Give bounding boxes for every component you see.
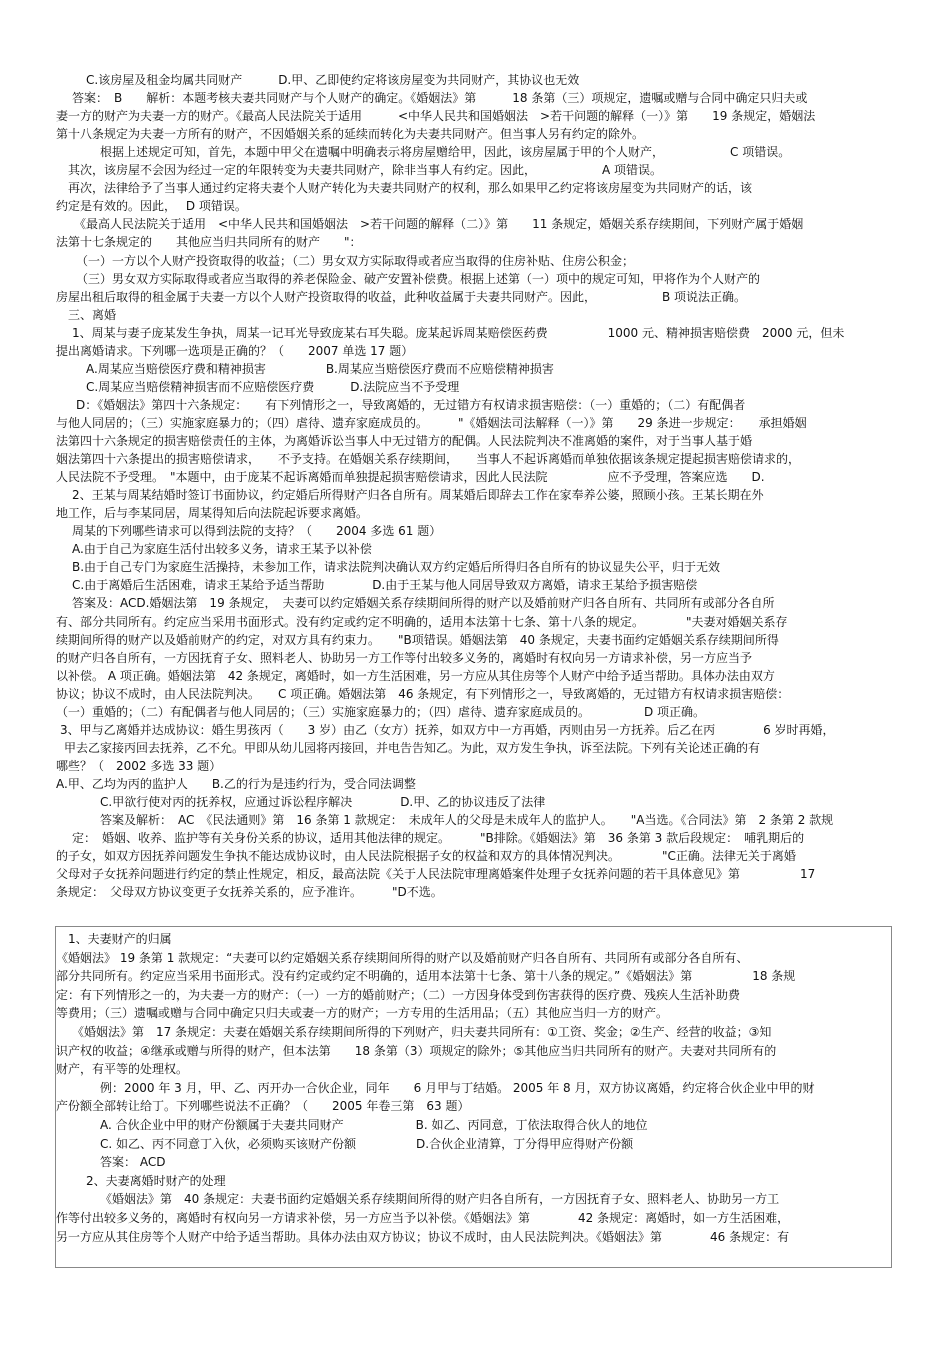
top_lines-line: 的财产归各自所有，一方因抚育子女、照料老人、协助另一方工作等付出较多义务的，离婚时有权向另一方请求补偿，另一方应当予 bbox=[56, 650, 753, 665]
top_lines-line: C.该房屋及租金均属共同财产 D.甲、乙即使约定将该房屋变为共同财产，其协议也无效 bbox=[86, 73, 580, 87]
top_lines-line: 再次，法律给予了当事人通过约定将夫妻个人财产转化为夫妻共同财产的权利，那么如果甲乙约定将该房屋变为共同财产的话，该 bbox=[68, 181, 753, 196]
box_lines-line: 部分共同所有。约定应当采用书面形式。没有约定或约定不明确的，适用本法第十七条、第十八条的规定。”《婚姻法》第 18 条规 bbox=[56, 969, 796, 984]
top_lines-line: 姻法第四十六条提出的损害赔偿请求， 不予支持。在婚姻关系存续期间， 当事人不起诉离婚而单独依据该条规定提起损害赔偿请求的， bbox=[56, 452, 801, 467]
top_lines-line: 答案及解析： AC 《民法通则》第 16 条第 1 款规定： 未成年人的父母是未成年人的监护人。 "A当选。《合同法》第 2 条第 2 款规 bbox=[100, 813, 834, 828]
top_lines-line: （三）男女双方实际取得或者应当取得的养老保险金、破产安置补偿费。根据上述第（一）项中的规定可知，甲将作为个人财产的 bbox=[76, 271, 761, 286]
top_lines-line: 其次，该房屋不会因为经过一定的年限转变为夫妻共同财产，除非当事人有约定。因此， A 项错误。 bbox=[68, 163, 663, 178]
top_lines-line: 的子女，如双方因抚养问题发生争执不能达成协议时，由人民法院根据子女的权益和双方的具体情况判决。 "C正确。法律无关于离婚 bbox=[56, 849, 796, 864]
top_lines-line: D：《婚姻法》第四十六条规定： 有下列情形之一，导致离婚的，无过错方有权请求损害赔偿：（一）重婚的；（二）有配偶者 bbox=[76, 397, 746, 412]
top_lines-line: 周某的下列哪些请求可以得到法院的支持？（ 2004 多选 61 题） bbox=[72, 524, 442, 539]
box_lines-line: 等费用；（三）遗嘱或赠与合同中确定只归夫或妻一方的财产；一方专用的生活用品；（五）其他应当归一方的财产。 bbox=[56, 1006, 669, 1021]
box_lines-line: 定：有下列情形之一的，为夫妻一方的财产：（一）一方的婚前财产；（二）一方因身体受到伤害获得的医疗费、残疾人生活补助费 bbox=[56, 987, 741, 1002]
top_lines-line: 答案： B 解析：本题考核夫妻共同财产与个人财产的确定。《婚姻法》第 18 条第（三）项规定，遗嘱或赠与合同中确定只归夫或 bbox=[72, 91, 808, 106]
top_lines-line: 《最高人民法院关于适用 <中华人民共和国婚姻法 >若干问题的解释（二）》第 11 条规定，婚姻关系存续期间，下列财产属于婚姻 bbox=[74, 217, 804, 232]
top_lines-line: B.由于自己专门为家庭生活操持，未参加工作，请求法院判决确认双方约定婚后所得归各自所有的协议显失公平，归于无效 bbox=[72, 560, 721, 575]
top_lines-line: 三、离婚 bbox=[68, 307, 117, 322]
box_lines-line: 识产权的收益；④继承或赠与所得的财产，但本法第 18 条第（3）项规定的除外；⑤其他应当归共同所有的财产。夫妻对共同所有的 bbox=[56, 1043, 777, 1058]
top_lines-line: 哪些？（ 2002 多选 33 题） bbox=[56, 758, 222, 773]
box_lines-line: 答案： ACD bbox=[100, 1155, 166, 1170]
top_lines-line: 2、王某与周某结婚时签订书面协议，约定婚后所得财产归各自所有。周某婚后即辞去工作在家奉养公婆，照顾小孩。王某长期在外 bbox=[72, 488, 764, 503]
top_lines-line: 提出离婚请求。下列哪一选项是正确的？（ 2007 单选 17 题） bbox=[56, 343, 414, 358]
top_lines-line: 第十八条规定为夫妻一方所有的财产，不因婚姻关系的延续而转化为夫妻共同财产。但当事人另有约定的除外。 bbox=[56, 127, 645, 142]
top_lines-line: 有、部分共同所有。约定应当采用书面形式。没有约定或约定不明确的，适用本法第十七条、第十八条的规定。 "夫妻对婚姻关系存 bbox=[56, 614, 788, 629]
top_lines-line: 以补偿。 A 项正确。婚姻法第 42 条规定，离婚时，如一方生活困难，另一方应从其住房等个人财产中给予适当帮助。具体办法由双方 bbox=[56, 668, 775, 683]
top_lines-line: A.周某应当赔偿医疗费和精神损害 B.周某应当赔偿医疗费而不应赔偿精神损害 bbox=[86, 361, 554, 376]
box_lines-line: 财产，有平等的处理权。 bbox=[56, 1062, 189, 1077]
box_lines-line: 《婚姻法》第 17 条规定：夫妻在婚姻关系存续期间所得的下列财产，归夫妻共同所有：①工资、奖金；②生产、经营的收益；③知 bbox=[72, 1025, 772, 1039]
top_lines-line: A.甲、乙均为丙的监护人 B.乙的行为是违约行为，受合同法调整 bbox=[56, 776, 416, 791]
top_lines-line: 续期间所得的财产以及婚前财产的约定，对双方具有约束力。 "B项错误。婚姻法第 40 条规定，夫妻书面约定婚姻关系存续期间所得 bbox=[56, 632, 779, 647]
top_lines-line: A.由于自己为家庭生活付出较多义务，请求王某予以补偿 bbox=[72, 542, 372, 557]
top_lines-line: 根据上述规定可知，首先，本题中甲父在遗嘱中明确表示将房屋赠给甲，因此，该房屋属于甲的个人财产， C 项错误。 bbox=[100, 145, 791, 160]
top_lines-line: 房屋出租后取得的租金属于夫妻一方以个人财产投资取得的收益，此种收益属于夫妻共同财产。因此， B 项说法正确。 bbox=[56, 289, 747, 304]
box_lines-line: 另一方应从其住房等个人财产中给予适当帮助。具体办法由双方协议；协议不成时，由人民法院判决。《婚姻法》第 46 条规定：有 bbox=[56, 1229, 790, 1244]
top_lines-line: 人民法院不予受理。 "本题中，由于庞某不起诉离婚而单独提起损害赔偿请求，因此人民法院 应不予受理，答案应选 D. bbox=[56, 470, 765, 485]
top_lines-line: 约定是有效的。因此， D 项错误。 bbox=[56, 199, 247, 214]
box_lines-line: 《婚姻法》第 40 条规定：夫妻书面约定婚姻关系存续期间所得的财产归各自所有，一方因抚育子女、照料老人、协助另一方工 bbox=[100, 1192, 780, 1207]
box_lines-line: 1、夫妻财产的归属 bbox=[68, 932, 172, 946]
box_lines-line: A. 合伙企业中甲的财产份额属于夫妻共同财产 B. 如乙、丙同意，丁依法取得合伙人的地位 bbox=[100, 1118, 648, 1132]
top_lines-line: 法第十七条规定的 其他应当归共同所有的财产 "： bbox=[56, 235, 362, 250]
top_lines-line: （一）一方以个人财产投资取得的收益；（二）男女双方实际取得或者应当取得的住房补贴、住房公积金； bbox=[76, 253, 635, 268]
box_lines-line: 例：2000 年 3 月，甲、乙、丙开办一合伙企业，同年 6 月甲与丁结婚。 2005 年 8 月，双方协议离婚，约定将合伙企业中甲的财 bbox=[100, 1080, 815, 1095]
top_lines-line: 与他人同居的；（三）实施家庭暴力的；（四）虐待、遗弃家庭成员的。 "《婚姻法司法解释（一）》第 29 条进一步规定： 承担婚姻 bbox=[56, 415, 807, 430]
top_lines-line: C.周某应当赔偿精神损害而不应赔偿医疗费 D.法院应当不予受理 bbox=[86, 379, 460, 394]
top_lines-line: C.由于离婚后生活困难，请求王某给予适当帮助 D.由于王某与他人同居导致双方离婚，请求王某给予损害赔偿 bbox=[72, 578, 698, 593]
box_lines-line: 产份额全部转让给丁。下列哪些说法不正确？（ 2005 年卷三第 63 题） bbox=[56, 1099, 470, 1114]
top_lines-line: 定： 婚姻、收养、监护等有关身份关系的协议，适用其他法律的规定。 "B排除。《婚姻法》第 36 条第 3 款后段规定： 哺乳期后的 bbox=[72, 831, 805, 846]
box_lines-line: 作等付出较多义务的，离婚时有权向另一方请求补偿，另一方应当予以补偿。《婚姻法》第 42 条规定：离婚时，如一方生活困难， bbox=[56, 1211, 790, 1225]
box_lines-line: 2、夫妻离婚时财产的处理 bbox=[86, 1173, 226, 1188]
box_lines-line: 《婚姻法》 19 条第 1 款规定：“夫妻可以约定婚姻关系存续期间所得的财产以及婚前财产归各自所有、共同所有或部分各自所有、 bbox=[56, 950, 749, 965]
top_lines-line: 地工作，后与李某同居，周某得知后向法院起诉要求离婚。 bbox=[56, 506, 369, 521]
top_lines-line: （一）重婚的；（二）有配偶者与他人同居的；（三）实施家庭暴力的；（四）虐待、遗弃家庭成员的。 D 项正确。 bbox=[56, 704, 706, 719]
top_lines-line: 甲去乙家接丙回去抚养，乙不允。甲即从幼儿园将丙接回，并电告告知乙。为此，双方发生争执，诉至法院。下列有关论述正确的有 bbox=[64, 740, 761, 755]
top_lines-line: 协议；协议不成时，由人民法院判决。 C 项正确。婚姻法第 46 条规定，有下列情形之一，导致离婚的，无过错方有权请求损害赔偿： bbox=[56, 686, 790, 701]
box_lines-line: C. 如乙、丙不同意丁入伙，必须购买该财产份额 D.合伙企业清算，丁分得甲应得财产份额 bbox=[100, 1136, 634, 1151]
top_lines-line: 妻一方的财产为夫妻一方的财产。《最高人民法院关于适用 <中华人民共和国婚姻法 >若干问题的解释（一）》第 19 条规定，婚姻法 bbox=[56, 109, 816, 124]
top_lines-line: 父母对子女抚养问题进行约定的禁止性规定，相反，最高法院《关于人民法院审理离婚案件处理子女抚养问题的若干具体意见》第 17 bbox=[56, 867, 816, 882]
top_lines-line: 条规定： 父母双方协议变更子女抚养关系的，应予准许。 "D不选。 bbox=[56, 885, 443, 900]
top_lines-line: 答案及：ACD.婚姻法第 19 条规定， 夫妻可以约定婚姻关系存续期间所得的财产以及婚前财产归各自所有、共同所有或部分各自所 bbox=[72, 596, 775, 611]
top_lines-line: 3、甲与乙离婚并达成协议：婚生男孩丙（ 3 岁）由乙（女方）抚养，如双方中一方再婚，丙则由另一方抚养。后乙在丙 6 岁时再婚， bbox=[60, 722, 835, 737]
top_lines-line: 1、周某与妻子庞某发生争执，周某一记耳光导致庞某右耳失聪。庞某起诉周某赔偿医药费 1000 元、精神损害赔偿费 2000 元，但未 bbox=[72, 325, 845, 340]
top_lines-line: 法第四十六条规定的损害赔偿责任的主体，为离婚诉讼当事人中无过错方的配偶。人民法院判决不准离婚的案件，对于当事人基于婚 bbox=[56, 434, 753, 448]
top_lines-line: C.甲欲行使对丙的抚养权，应通过诉讼程序解决 D.甲、乙的协议违反了法律 bbox=[100, 795, 546, 809]
